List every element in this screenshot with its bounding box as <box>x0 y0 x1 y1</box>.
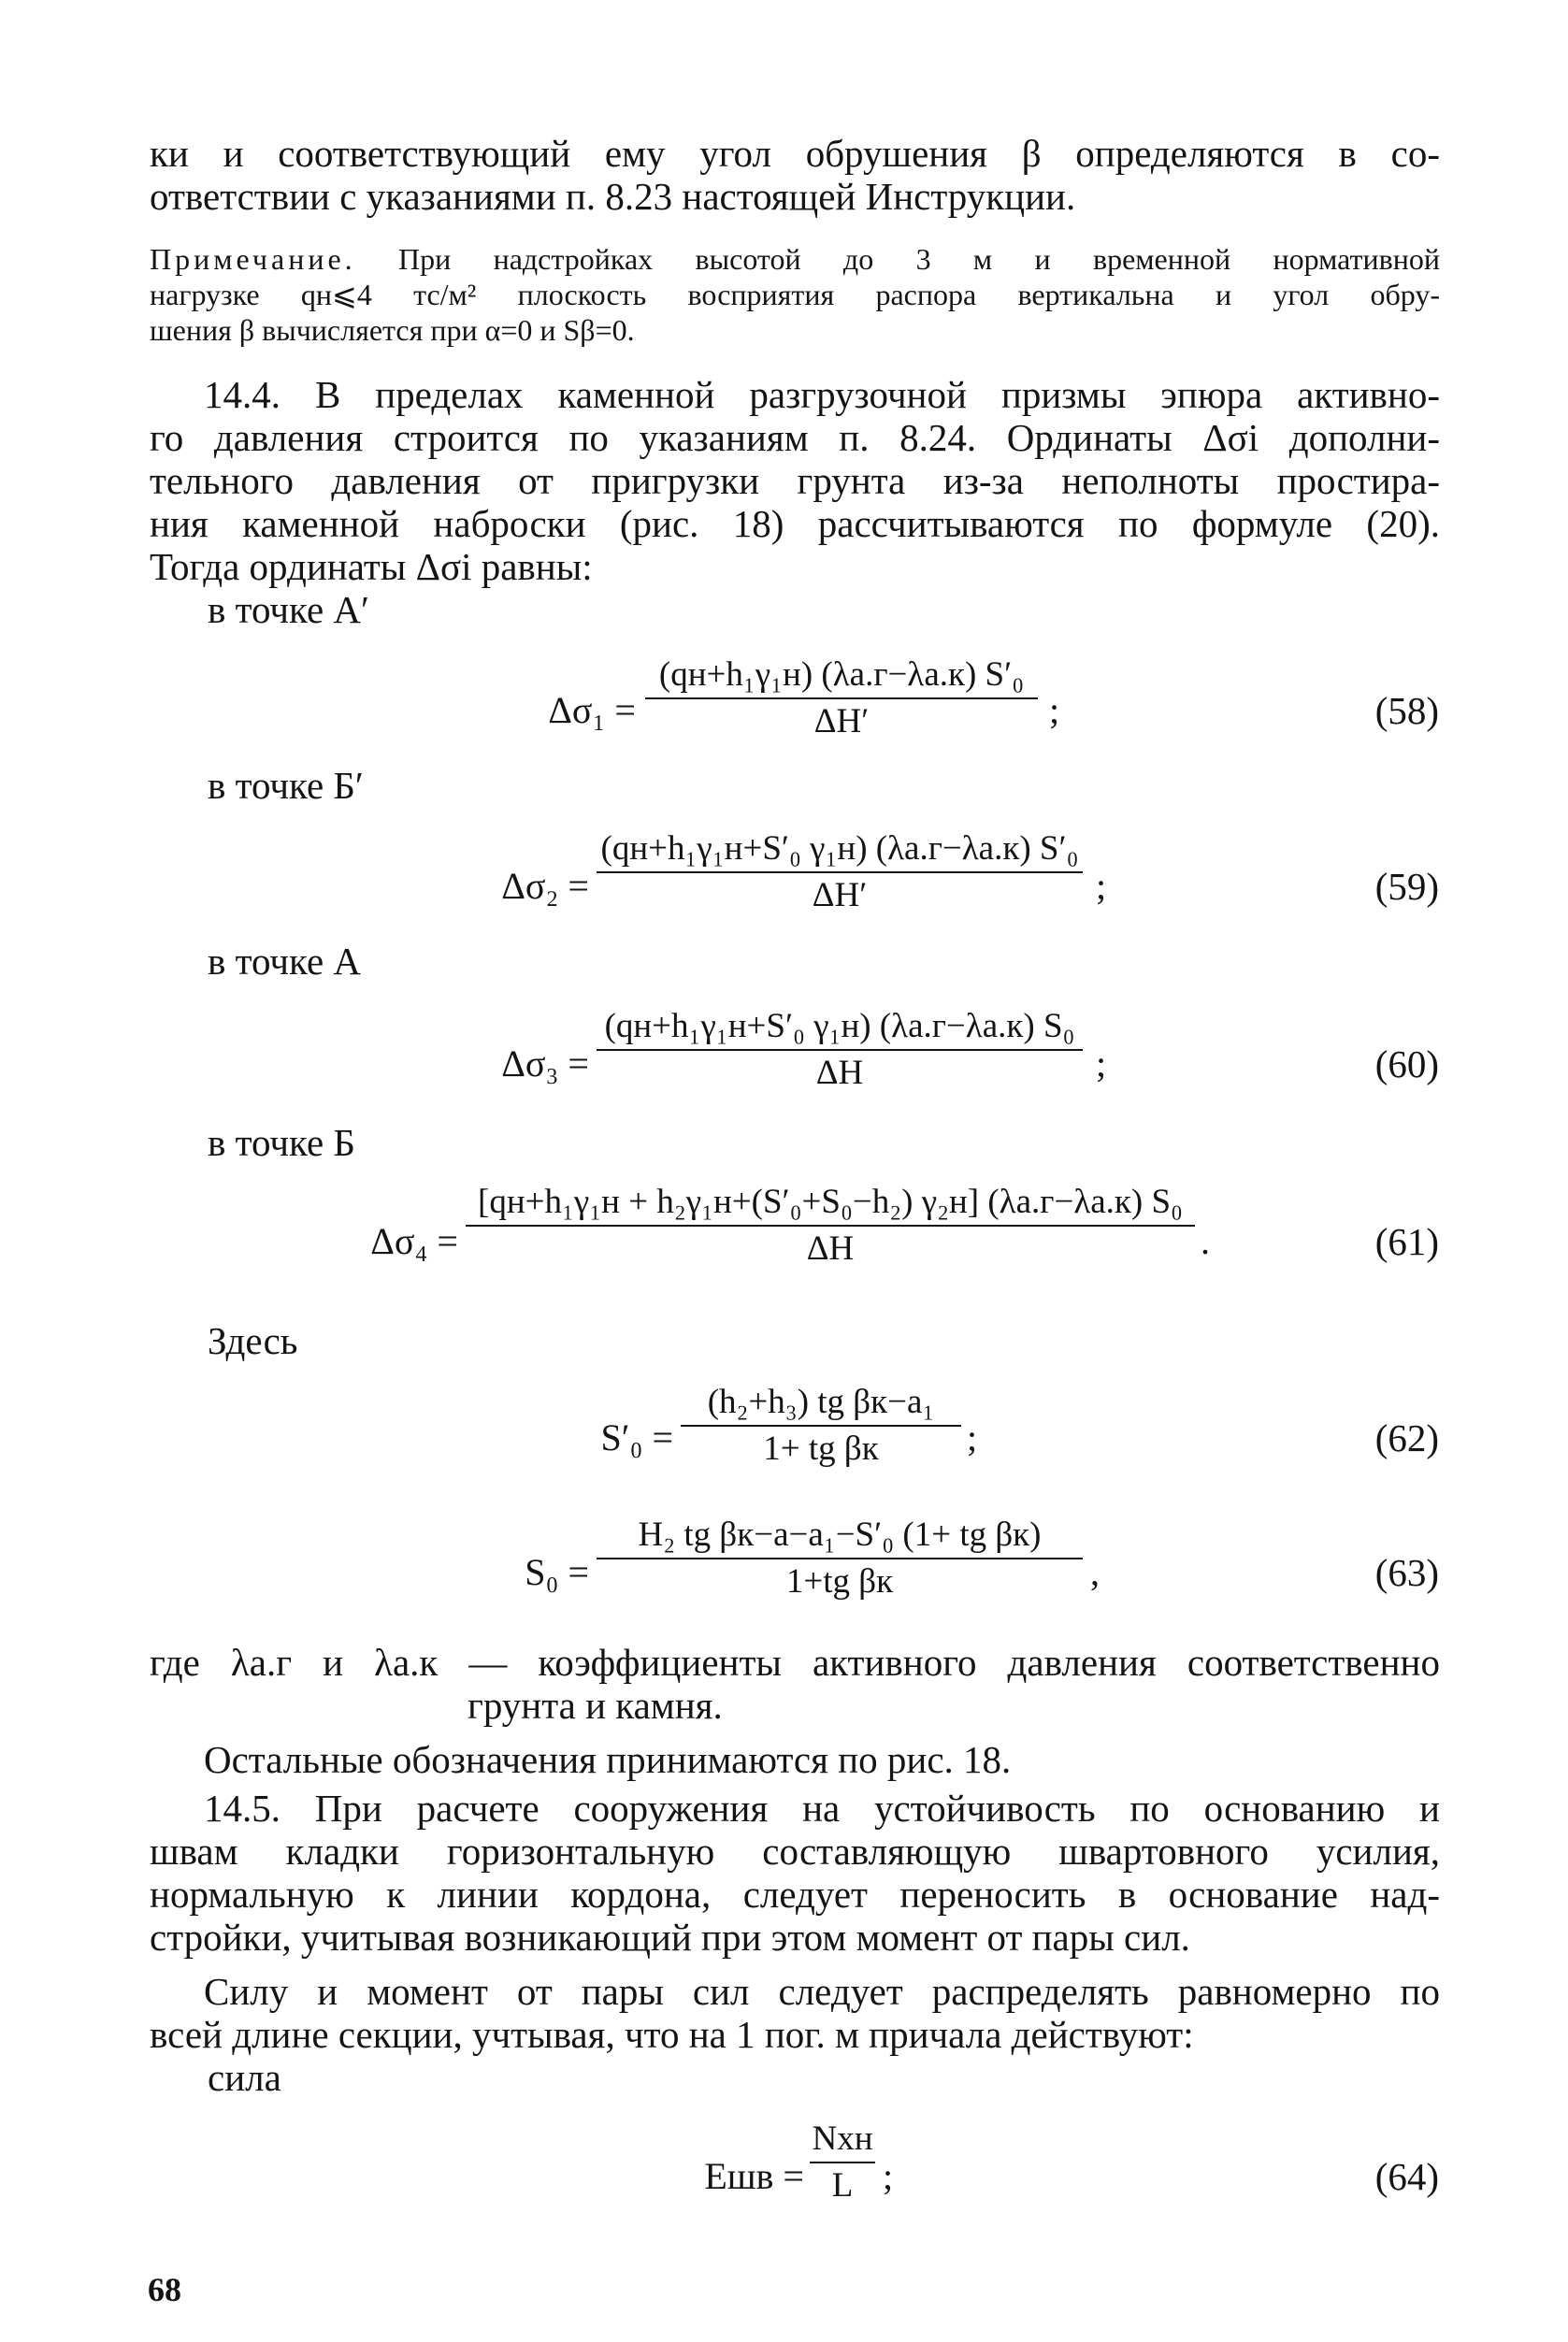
equation-62-numerator: (h₂+h₃) tg βк−a₁ <box>707 1383 935 1421</box>
note-head: Примечание. <box>150 242 356 276</box>
equation-59-denominator: ΔH′ <box>812 876 868 914</box>
equation-59-number: (59) <box>1374 865 1439 908</box>
equation-63-punct: , <box>1090 1551 1100 1593</box>
equation-64-denominator: L <box>831 2166 854 2205</box>
equation-58-number: (58) <box>1374 689 1439 732</box>
para-force-line-1: Силу и момент от пары сил следует распределять равномерно по <box>204 1970 1440 2013</box>
note-line-3: шения β вычисляется при α=0 и Sβ=0. <box>150 313 635 347</box>
equation-62-number: (62) <box>1374 1416 1439 1459</box>
equation-59-bar <box>597 871 1083 873</box>
para-14-5-line-3: нормальную к линии кордона, следует переносить в основание над- <box>150 1873 1440 1916</box>
equation-61-denominator: ΔH <box>806 1229 855 1268</box>
equation-63-fraction <box>597 1515 1083 1602</box>
intro-line-2: ответствии с указаниями п. 8.23 настоящей Инструкции. <box>150 175 1076 218</box>
para-14-4-line-4: ния каменной наброски (рис. 18) рассчитываются по формуле (20). <box>150 502 1440 545</box>
equation-63-denominator: 1+tg βк <box>785 1562 894 1601</box>
note-line-1 <box>150 241 1440 277</box>
equation-64-number: (64) <box>1374 2155 1439 2198</box>
equation-63-numerator: H₂ tg βк−a−a₁−S′₀ (1+ tg βк) <box>638 1516 1042 1554</box>
equation-58-bar <box>645 697 1038 699</box>
where-line-2: грунта и камня. <box>468 1684 723 1727</box>
equation-60-denominator: ΔH <box>815 1054 864 1092</box>
where-line-1: где λа.г и λа.к — коэффициенты активного давления соответственно <box>150 1641 1440 1684</box>
intro-line-1: ки и соответствующий ему угол обрушения β определяются в со- <box>150 132 1440 175</box>
label-point-b: в точке Б <box>208 1121 355 1164</box>
equation-60-number: (60) <box>1374 1042 1439 1085</box>
equation-62-denominator: 1+ tg βк <box>763 1430 879 1468</box>
equation-61-fraction <box>466 1182 1195 1270</box>
note-line-2: нагрузке qн⩽4 тс/м² плоскость восприятия распора вертикальна и угол обру- <box>150 278 1440 311</box>
equation-60-numerator: (qн+h₁γ₁н+S′₀ γ₁н) (λа.г−λа.к) S₀ <box>604 1007 1075 1045</box>
equation-59-numerator: (qн+h₁γ₁н+S′₀ γ₁н) (λа.г−λа.к) S′₀ <box>600 829 1079 868</box>
equation-58-punct: ; <box>1049 689 1060 731</box>
equation-60-bar <box>597 1049 1083 1051</box>
equation-62-bar <box>681 1425 961 1427</box>
equation-59-punct: ; <box>1096 865 1107 907</box>
equation-61-punct: . <box>1201 1220 1210 1262</box>
para-14-5-line-4: стройки, учитывая возникающий при этом момент от пары сил. <box>150 1916 1190 1959</box>
para-force-line-2: всей длине секции, учтывая, что на 1 пог. м причала действуют: <box>150 2013 1194 2056</box>
equation-61-numerator: [qн+h₁γ₁н + h₂γ₁н+(S′₀+S₀−h₂) γ₂н] (λа.г−λа.к) S₀ <box>478 1183 1183 1221</box>
para-14-4-line-5: Тогда ординаты Δσi равны: <box>150 545 593 588</box>
para-14-5-line-1: 14.5. При расчете сооружения на устойчивость по основанию и <box>204 1787 1440 1830</box>
equation-60-punct: ; <box>1096 1042 1107 1085</box>
equation-63-number: (63) <box>1374 1551 1439 1594</box>
para-14-4-line-2: го давления строится по указаниям п. 8.24. Ординаты Δσi дополни- <box>150 416 1440 459</box>
equation-63-lhs: S₀ = <box>525 1551 589 1593</box>
equation-58-denominator: ΔH′ <box>813 702 870 740</box>
para-14-5-line-2: швам кладки горизонтальную составляющую швартовного усилия, <box>150 1830 1440 1873</box>
equation-64-punct: ; <box>883 2155 894 2197</box>
equation-64-fraction <box>810 2119 875 2206</box>
equation-64-numerator: Nxн <box>812 2119 873 2158</box>
equation-61-number: (61) <box>1374 1220 1439 1263</box>
label-point-a: в точке А <box>208 940 361 983</box>
page-number: 68 <box>148 2271 181 2308</box>
equation-59-fraction <box>597 828 1083 916</box>
equation-64-bar <box>810 2162 875 2163</box>
equation-61-bar <box>466 1225 1195 1227</box>
equation-63-bar <box>597 1558 1083 1559</box>
label-point-a-prime: в точке А′ <box>208 588 369 631</box>
para-force-line-3: сила <box>208 2056 281 2099</box>
equation-62-punct: ; <box>967 1416 978 1458</box>
equation-60-fraction <box>597 1006 1083 1094</box>
label-here: Здесь <box>208 1319 298 1362</box>
equation-61-lhs: Δσ₄ = <box>370 1220 458 1262</box>
others-line: Остальные обозначения принимаются по рис. 18. <box>204 1738 1012 1781</box>
equation-58-lhs: Δσ₁ = <box>548 689 636 731</box>
equation-62-lhs: S′₀ = <box>600 1416 673 1458</box>
equation-58-fraction <box>645 654 1038 742</box>
equation-62-fraction <box>681 1382 961 1470</box>
note-text-1: При надстройках высотой до 3 м и временной нормативной <box>355 242 1440 276</box>
equation-59-lhs: Δσ₂ = <box>501 865 589 907</box>
equation-60-lhs: Δσ₃ = <box>501 1042 589 1085</box>
equation-64-lhs: Eшв = <box>704 2155 804 2197</box>
equation-58-numerator: (qн+h₁γ₁н) (λа.г−λа.к) S′₀ <box>658 655 1025 694</box>
para-14-4-line-3: тельного давления от пригрузки грунта из-за неполноты простира- <box>150 459 1440 502</box>
para-14-4-line-1: 14.4. В пределах каменной разгрузочной призмы эпюра активно- <box>204 373 1440 416</box>
label-point-b-prime: в точке Б′ <box>208 764 364 807</box>
